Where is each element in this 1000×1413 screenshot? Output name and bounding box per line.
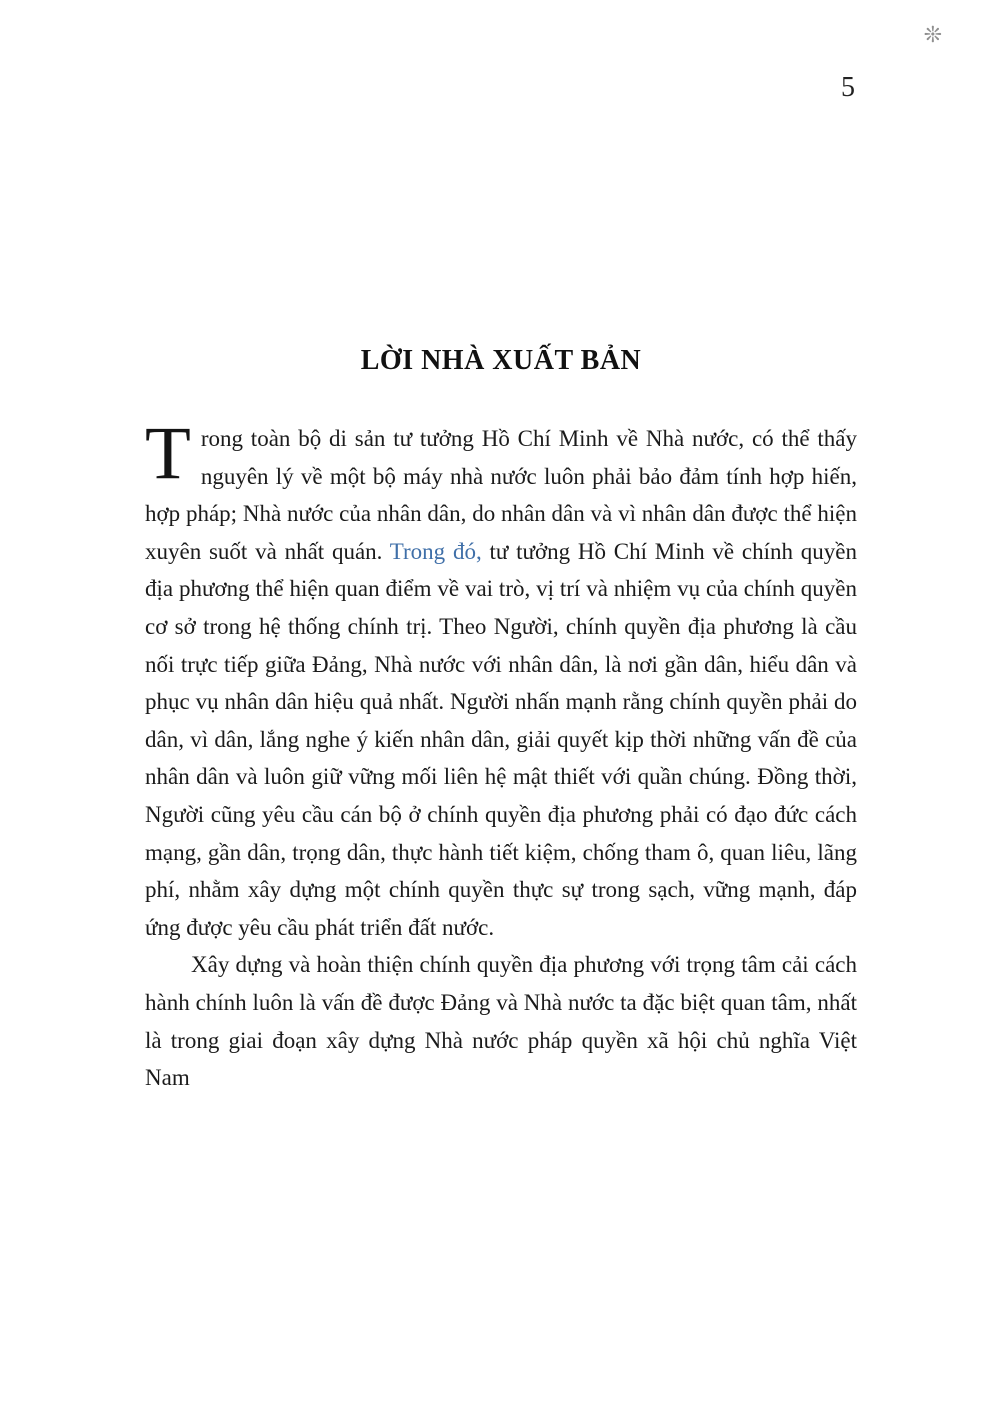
paragraph-1-text-after: tư tưởng Hồ Chí Minh về chính quyền địa phương thể hiện quan điểm về vai trò, vị trí và nhiệm vụ của chính quyền cơ sở trong hệ thống chính trị. Theo Người, chính quyền địa phương là cầu nối trực tiếp giữa Đảng, Nhà nước với nhân dân, là nơi gần dân, hiểu dân và phục vụ nhân dân hiệu quả nhất. Người nhấn mạnh rằng chính quyền phải do dân, vì dân, lắng nghe ý kiến nhân dân, giải quyết kịp thời những vấn đề của nhân dân và luôn giữ vững mối liên hệ mật thiết với quần chúng. Đồng thời, Người cũng yêu cầu cán bộ ở chính quyền địa phương phải có đạo đức cách mạng, gần dân, trọng dân, thực hành tiết kiệm, chống tham ô, quan liêu, lãng phí, nhằm xây dựng một chính quyền thực sự trong sạch, vững mạnh, đáp ứng được yêu cầu phát triển đất nước. [145, 538, 857, 940]
drop-cap: T [145, 412, 191, 495]
page-title: LỜI NHÀ XUẤT BẢN [360, 344, 642, 376]
page-number: 5 [841, 72, 855, 103]
body-text [145, 412, 857, 1097]
paragraph-publisher-note [145, 412, 857, 946]
paragraph-1-text-before: rong toàn bộ di sản tư tưởng Hồ Chí Minh về Nhà nước, có thể thấy nguyên lý về một bộ máy nhà nước luôn phải bảo đảm tính hợp hiến, hợp pháp; Nhà nước của nhân dân, do nhân dân và vì nhân dân được thể hiện xuyên suốt và nhất quán. [145, 426, 857, 564]
paragraph-1-highlighted-phrase: Trong đó, [389, 538, 482, 564]
paragraph-2-text: Xây dựng và hoàn thiện chính quyền địa phương với trọng tâm cải cách hành chính luôn là vấn đề được Đảng và Nhà nước ta đặc biệt quan tâm, nhất là trong giai đoạn xây dựng Nhà nước pháp quyền xã hội chủ nghĩa Việt Nam [145, 952, 857, 1091]
decorative-asterisk-icon: ❊ [923, 22, 942, 47]
